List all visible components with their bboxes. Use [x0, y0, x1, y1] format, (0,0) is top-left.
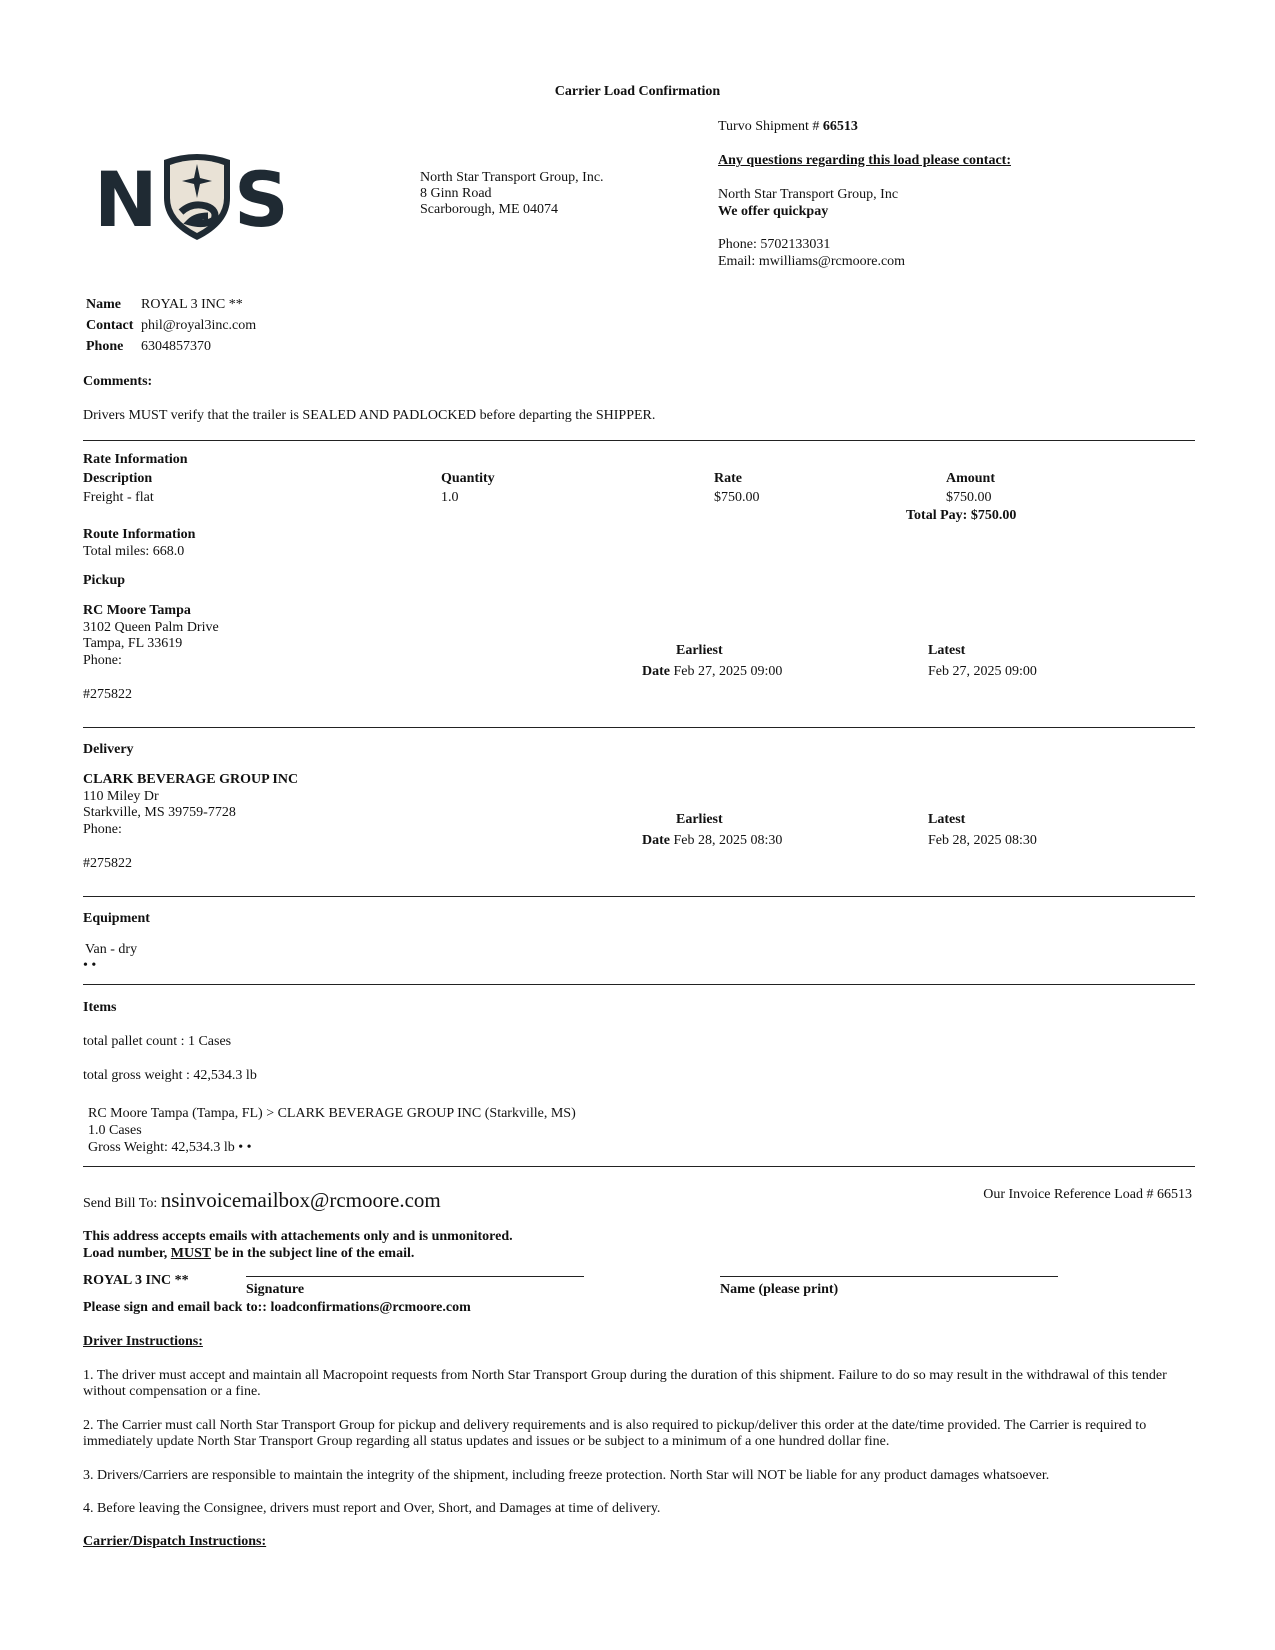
comments-heading: Comments: [83, 374, 153, 389]
pickup-earliest-value: Feb 27, 2025 09:00 [673, 664, 783, 679]
route-miles: Total miles: 668.0 [83, 544, 185, 559]
delivery-name: CLARK BEVERAGE GROUP INC [83, 772, 299, 787]
divider [83, 727, 1195, 728]
print-name-line[interactable] [720, 1276, 1058, 1277]
items-pallet-count: total pallet count : 1 Cases [83, 1034, 232, 1049]
comments-text: Drivers MUST verify that the trailer is SEALED AND PADLOCKED before departing the SHIPPER. [83, 408, 656, 423]
carrier-info [86, 297, 256, 360]
billing-carrier: ROYAL 3 INC ** [83, 1273, 189, 1288]
carrier-phone-label: Phone [86, 339, 124, 354]
driver-instruction-3: 3. Drivers/Carriers are responsible to maintain the integrity of the shipment, including freeze protection. North Star will NOT be liable for any product damages whatsoever. [83, 1468, 1050, 1483]
send-bill-to [83, 1189, 441, 1212]
shipment-id: 66513 [822, 119, 858, 134]
north-star-logo-icon [86, 146, 308, 242]
delivery-date-label: Date [642, 833, 670, 848]
delivery-earliest-value: Feb 28, 2025 08:30 [673, 833, 783, 848]
contact-company: North Star Transport Group, Inc [718, 187, 899, 202]
pickup-name: RC Moore Tampa [83, 603, 191, 618]
divider [83, 440, 1195, 441]
pickup-earliest-label: Earliest [676, 643, 723, 658]
driver-instruction-4: 4. Before leaving the Consignee, drivers must report and Over, Short, and Damages at time of delivery. [83, 1501, 661, 1516]
carrier-name-label: Name [86, 297, 121, 312]
divider [83, 896, 1195, 897]
company-logo [86, 146, 308, 242]
delivery-latest-value: Feb 28, 2025 08:30 [928, 833, 1037, 848]
pickup-date-label: Date [642, 664, 670, 679]
contact-phone: Phone: 5702133031 [718, 237, 831, 252]
rate-value: $750.00 [714, 490, 760, 505]
billing-email[interactable]: nsinvoicemailbox@rcmoore.com [160, 1188, 441, 1212]
equipment-heading: Equipment [83, 911, 150, 926]
route-heading: Route Information [83, 527, 196, 542]
contact-email[interactable]: Email: mwilliams@rcmoore.com [718, 254, 906, 269]
dispatch-instructions-heading: Carrier/Dispatch Instructions: [83, 1534, 267, 1549]
delivery-earliest [642, 833, 782, 849]
pickup-reference: #275822 [83, 687, 132, 702]
company-address-line2: Scarborough, ME 04074 [420, 202, 559, 217]
divider [83, 1166, 1195, 1167]
pickup-latest-label: Latest [928, 643, 966, 658]
driver-instructions-heading: Driver Instructions: [83, 1334, 203, 1349]
logo-letter-s: S [234, 155, 289, 242]
pickup-address-line1: 3102 Queen Palm Drive [83, 620, 219, 635]
signature-label: Signature [246, 1282, 305, 1297]
delivery-earliest-label: Earliest [676, 812, 723, 827]
company-address-line1: 8 Ginn Road [420, 186, 492, 201]
billing-note-1: This address accepts emails with attachements only and is unmonitored. [83, 1229, 513, 1244]
carrier-contact-label: Contact [86, 318, 134, 333]
logo-letter-n: N [94, 155, 158, 242]
rate-header-rate: Rate [714, 471, 742, 486]
rate-description: Freight - flat [83, 490, 154, 505]
pickup-latest-value: Feb 27, 2025 09:00 [928, 664, 1037, 679]
delivery-latest-label: Latest [928, 812, 966, 827]
signature-line[interactable] [246, 1276, 584, 1277]
pickup-earliest [642, 664, 782, 680]
rate-amount: $750.00 [946, 490, 992, 505]
company-name: North Star Transport Group, Inc. [420, 170, 604, 185]
send-bill-label: Send Bill To: [83, 1196, 158, 1211]
carrier-contact[interactable]: phil@royal3inc.com [141, 318, 257, 333]
items-cases: 1.0 Cases [88, 1123, 142, 1138]
rate-header-amount: Amount [946, 471, 996, 486]
items-lane: RC Moore Tampa (Tampa, FL) > CLARK BEVERAGE GROUP INC (Starkville, MS) [88, 1106, 576, 1121]
invoice-reference: Our Invoice Reference Load # 66513 [983, 1187, 1192, 1202]
items-gross-weight: total gross weight : 42,534.3 lb [83, 1068, 257, 1083]
divider [83, 984, 1195, 985]
delivery-reference: #275822 [83, 856, 132, 871]
shipment-number [718, 119, 858, 135]
quickpay-note: We offer quickpay [718, 204, 829, 219]
rate-header-quantity: Quantity [441, 471, 495, 486]
items-line-weight: Gross Weight: 42,534.3 lb • • [88, 1140, 252, 1155]
contact-heading: Any questions regarding this load please contact: [718, 153, 1011, 168]
carrier-phone: 6304857370 [141, 339, 211, 354]
delivery-heading: Delivery [83, 742, 134, 757]
items-heading: Items [83, 1000, 117, 1015]
pickup-heading: Pickup [83, 573, 126, 588]
page-title: Carrier Load Confirmation [554, 84, 721, 99]
equipment-type: Van - dry [85, 942, 138, 957]
rate-quantity: 1.0 [441, 490, 459, 505]
company-address [420, 170, 604, 218]
carrier-name: ROYAL 3 INC ** [141, 297, 243, 312]
sign-back-instructions: Please sign and email back to:: loadconfirmations@rcmoore.com [83, 1300, 471, 1315]
driver-instruction-2: 2. The Carrier must call North Star Transport Group for pickup and delivery requirements and is also required to pickup/deliver this order at the date/time provided. The Carrier is required to immediately update North Star Transport Group regarding all status updates and issues or be subject to a minimum of a one hundred dollar fine. [83, 1418, 1147, 1449]
driver-instruction-1: 1. The driver must accept and maintain all Macropoint requests from North Star Transport Group during the duration of this shipment. Failure to do so may result in the withdrawal of this tender without compensation or a fine. [83, 1368, 1167, 1399]
shipment-label: Turvo Shipment # [718, 119, 820, 134]
rate-heading: Rate Information [83, 452, 188, 467]
pickup-phone: Phone: [83, 653, 122, 668]
delivery-phone: Phone: [83, 822, 122, 837]
delivery-address-line1: 110 Miley Dr [83, 789, 159, 804]
total-pay: Total Pay: $750.00 [906, 508, 1017, 523]
delivery-address-line2: Starkville, MS 39759-7728 [83, 805, 236, 820]
pickup-address-line2: Tampa, FL 33619 [83, 636, 183, 651]
shield-icon [164, 154, 230, 240]
billing-note-2: Load number, MUST be in the subject line of the email. [83, 1246, 415, 1261]
rate-header-description: Description [83, 471, 153, 486]
equipment-dots: • • [83, 958, 97, 973]
print-name-label: Name (please print) [720, 1282, 839, 1297]
